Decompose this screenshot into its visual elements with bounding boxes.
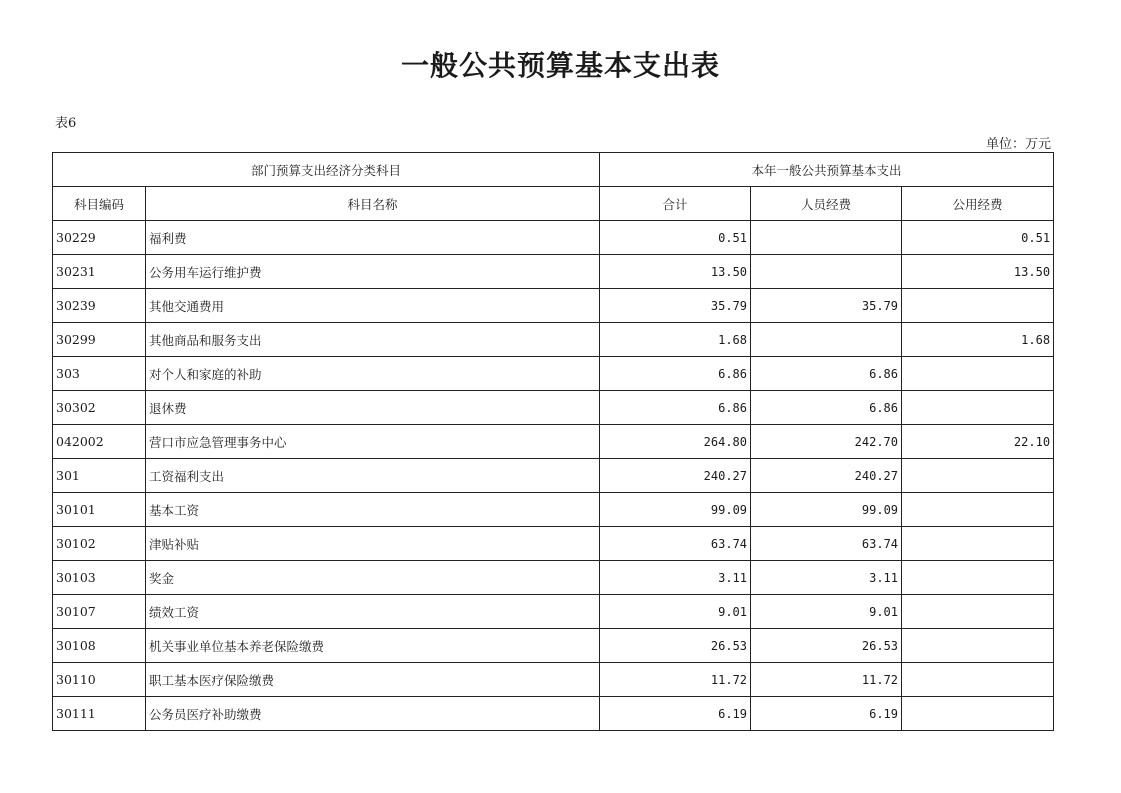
cell-code: 30239 — [53, 289, 146, 323]
column-header-public: 公用经费 — [902, 187, 1054, 221]
table-row — [53, 629, 1054, 663]
cell-name: 绩效工资 — [146, 595, 600, 629]
cell-public: 1.68 — [902, 323, 1054, 357]
cell-name: 职工基本医疗保险缴费 — [146, 663, 600, 697]
cell-personnel: 3.11 — [751, 561, 902, 595]
table-row — [53, 425, 1054, 459]
header-group-expenditure: 本年一般公共预算基本支出 — [600, 153, 1054, 187]
cell-code: 042002 — [53, 425, 146, 459]
cell-personnel: 63.74 — [751, 527, 902, 561]
cell-personnel: 26.53 — [751, 629, 902, 663]
cell-total: 99.09 — [600, 493, 751, 527]
cell-personnel: 242.70 — [751, 425, 902, 459]
table-row — [53, 221, 1054, 255]
cell-public — [902, 629, 1054, 663]
cell-public — [902, 697, 1054, 731]
cell-name: 福利费 — [146, 221, 600, 255]
cell-total: 6.86 — [600, 357, 751, 391]
cell-personnel — [751, 255, 902, 289]
cell-public: 0.51 — [902, 221, 1054, 255]
cell-code: 30110 — [53, 663, 146, 697]
cell-total: 11.72 — [600, 663, 751, 697]
cell-name: 其他商品和服务支出 — [146, 323, 600, 357]
cell-total: 9.01 — [600, 595, 751, 629]
cell-name: 基本工资 — [146, 493, 600, 527]
cell-personnel: 6.19 — [751, 697, 902, 731]
table-row — [53, 663, 1054, 697]
cell-personnel: 6.86 — [751, 357, 902, 391]
table-row — [53, 527, 1054, 561]
cell-code: 30107 — [53, 595, 146, 629]
cell-public — [902, 357, 1054, 391]
budget-table — [52, 152, 1054, 731]
table-row — [53, 459, 1054, 493]
cell-code: 30108 — [53, 629, 146, 663]
table-body — [53, 221, 1054, 731]
cell-name: 津贴补贴 — [146, 527, 600, 561]
cell-total: 6.86 — [600, 391, 751, 425]
cell-public — [902, 459, 1054, 493]
cell-code: 30231 — [53, 255, 146, 289]
cell-personnel: 35.79 — [751, 289, 902, 323]
column-header-personnel: 人员经费 — [751, 187, 902, 221]
cell-personnel — [751, 323, 902, 357]
cell-personnel: 99.09 — [751, 493, 902, 527]
cell-name: 对个人和家庭的补助 — [146, 357, 600, 391]
cell-name: 退休费 — [146, 391, 600, 425]
cell-public — [902, 663, 1054, 697]
cell-total: 63.74 — [600, 527, 751, 561]
cell-code: 30299 — [53, 323, 146, 357]
cell-name: 其他交通费用 — [146, 289, 600, 323]
cell-code: 303 — [53, 357, 146, 391]
column-header-code: 科目编码 — [53, 187, 146, 221]
table-row — [53, 289, 1054, 323]
table-row — [53, 323, 1054, 357]
cell-code: 30101 — [53, 493, 146, 527]
table-row — [53, 493, 1054, 527]
cell-name: 奖金 — [146, 561, 600, 595]
cell-public — [902, 561, 1054, 595]
cell-name: 公务用车运行维护费 — [146, 255, 600, 289]
cell-total: 3.11 — [600, 561, 751, 595]
cell-personnel: 6.86 — [751, 391, 902, 425]
cell-total: 1.68 — [600, 323, 751, 357]
cell-total: 240.27 — [600, 459, 751, 493]
table-row — [53, 255, 1054, 289]
cell-total: 35.79 — [600, 289, 751, 323]
table-number: 表6 — [55, 116, 77, 131]
cell-personnel — [751, 221, 902, 255]
cell-public — [902, 493, 1054, 527]
header-group-classification: 部门预算支出经济分类科目 — [53, 153, 600, 187]
cell-code: 30302 — [53, 391, 146, 425]
table-row — [53, 595, 1054, 629]
cell-total: 13.50 — [600, 255, 751, 289]
cell-name: 机关事业单位基本养老保险缴费 — [146, 629, 600, 663]
table-row — [53, 391, 1054, 425]
table-row — [53, 561, 1054, 595]
cell-total: 6.19 — [600, 697, 751, 731]
cell-personnel: 240.27 — [751, 459, 902, 493]
cell-public: 13.50 — [902, 255, 1054, 289]
cell-code: 30111 — [53, 697, 146, 731]
page-title: 一般公共预算基本支出表 — [400, 49, 720, 82]
cell-total: 0.51 — [600, 221, 751, 255]
cell-name: 公务员医疗补助缴费 — [146, 697, 600, 731]
cell-code: 30103 — [53, 561, 146, 595]
cell-personnel: 11.72 — [751, 663, 902, 697]
cell-code: 30102 — [53, 527, 146, 561]
cell-public — [902, 527, 1054, 561]
cell-public — [902, 391, 1054, 425]
cell-name: 工资福利支出 — [146, 459, 600, 493]
cell-public — [902, 289, 1054, 323]
cell-code: 30229 — [53, 221, 146, 255]
cell-public: 22.10 — [902, 425, 1054, 459]
cell-total: 264.80 — [600, 425, 751, 459]
unit-label: 单位：万元 — [985, 137, 1051, 152]
cell-public — [902, 595, 1054, 629]
table-row — [53, 697, 1054, 731]
cell-total: 26.53 — [600, 629, 751, 663]
cell-name: 营口市应急管理事务中心 — [146, 425, 600, 459]
cell-code: 301 — [53, 459, 146, 493]
table-row — [53, 357, 1054, 391]
column-header-name: 科目名称 — [146, 187, 600, 221]
column-header-total: 合计 — [600, 187, 751, 221]
cell-personnel: 9.01 — [751, 595, 902, 629]
